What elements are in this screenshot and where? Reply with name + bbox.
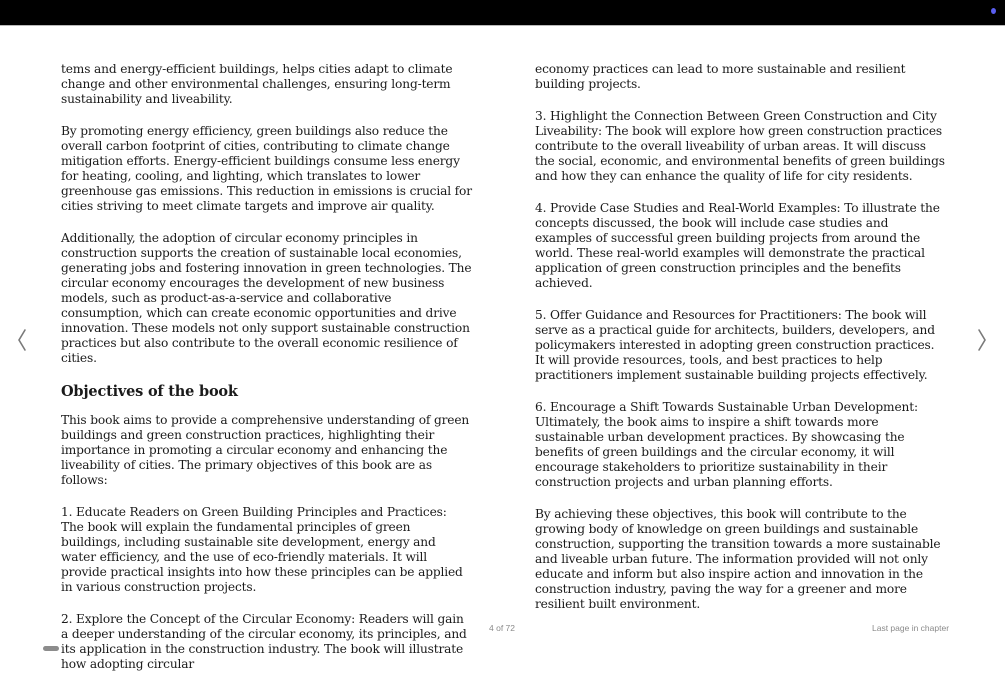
paragraph: Additionally, the adoption of circular economy principles in construction supports the creation of sustainable local economies, generating jobs and fostering innovation in green technologies. The circular economy encourages the development of new business models, such as product-as-a-service and collaborative consumption, which can create economic opportunities and drive innovation. These models not only support sustainable construction practices but also contribute to the overall economic resilience of cities.: [61, 231, 472, 365]
top-bar: [0, 0, 1005, 26]
paragraph: By promoting energy efficiency, green buildings also reduce the overall carbon footprint of cities, contributing to climate change mitigation efforts. Energy-efficient buildings consume less energy for heating, cooling, and lighting, which translates to lower greenhouse gas emissions. This reduction in emissions is crucial for cities striving to meet climate targets and improve air quality.: [61, 124, 472, 213]
section-heading: Objectives of the book: [61, 383, 238, 400]
next-page-button[interactable]: [974, 326, 990, 354]
paragraph: 3. Highlight the Connection Between Green Construction and City Liveability: The book will explore how green construction practices contribute to the overall liveability of urban areas. It will discuss the social, economic, and environmental benefits of green buildings and how they can enhance the quality of life for city residents.: [535, 109, 945, 183]
toolbar-handle[interactable]: [43, 646, 59, 651]
left-page: [61, 62, 473, 689]
paragraph: 6. Encourage a Shift Towards Sustainable Urban Development: Ultimately, the book aims to inspire a shift towards more sustainable urban development practices. By showcasing the benefits of green buildings and the circular economy, it will encourage stakeholders to prioritize sustainability in their construction projects and urban planning efforts.: [535, 400, 918, 489]
right-page: [535, 62, 947, 629]
paragraph: tems and energy-efficient buildings, helps cities adapt to climate change and other environmental challenges, ensuring long-term sustainability and liveability.: [61, 62, 453, 106]
paragraph: By achieving these objectives, this book will contribute to the growing body of knowledge on green buildings and sustainable construction, supporting the transition towards a more sustainable and liveable urban future. The information provided will not only educate and inform but also inspire action and innovation in the construction industry, paving the way for a greener and more resilient built environment.: [535, 507, 941, 611]
paragraph: 5. Offer Guidance and Resources for Practitioners: The book will serve as a practical guide for architects, builders, developers, and policymakers interested in adopting green construction practices. It will provide resources, tools, and best practices to help practitioners implement sustainable building projects effectively.: [535, 308, 935, 382]
chapter-status: Last page in chapter: [872, 623, 950, 633]
previous-page-button[interactable]: [14, 326, 30, 354]
paragraph: 4. Provide Case Studies and Real-World Examples: To illustrate the concepts discussed, the book will include case studies and examples of successful green building projects from around the world. These real-world examples will demonstrate the practical application of green construction principles and the benefits achieved.: [535, 201, 940, 290]
paragraph: This book aims to provide a comprehensive understanding of green buildings and green construction practices, highlighting their importance in promoting a circular economy and enhancing the liveability of cities. The primary objectives of this book are as follows:: [61, 413, 470, 487]
paragraph: economy practices can lead to more sustainable and resilient building projects.: [535, 62, 906, 91]
status-dot-icon: [991, 8, 996, 14]
paragraph: 1. Educate Readers on Green Building Principles and Practices: The book will explain the fundamental principles of green buildings, including sustainable site development, energy and water efficiency, and the use of eco-friendly materials. It will provide practical insights into how these principles can be applied in various construction projects.: [61, 505, 463, 594]
chevron-left-icon: [14, 326, 30, 354]
paragraph: 2. Explore the Concept of the Circular Economy: Readers will gain a deeper understanding of the circular economy, its principles, and its application in the construction industry. The book will illustrate how adopting circular: [61, 612, 467, 671]
page-count: 4 of 72: [489, 623, 515, 633]
chevron-right-icon: [974, 326, 990, 354]
